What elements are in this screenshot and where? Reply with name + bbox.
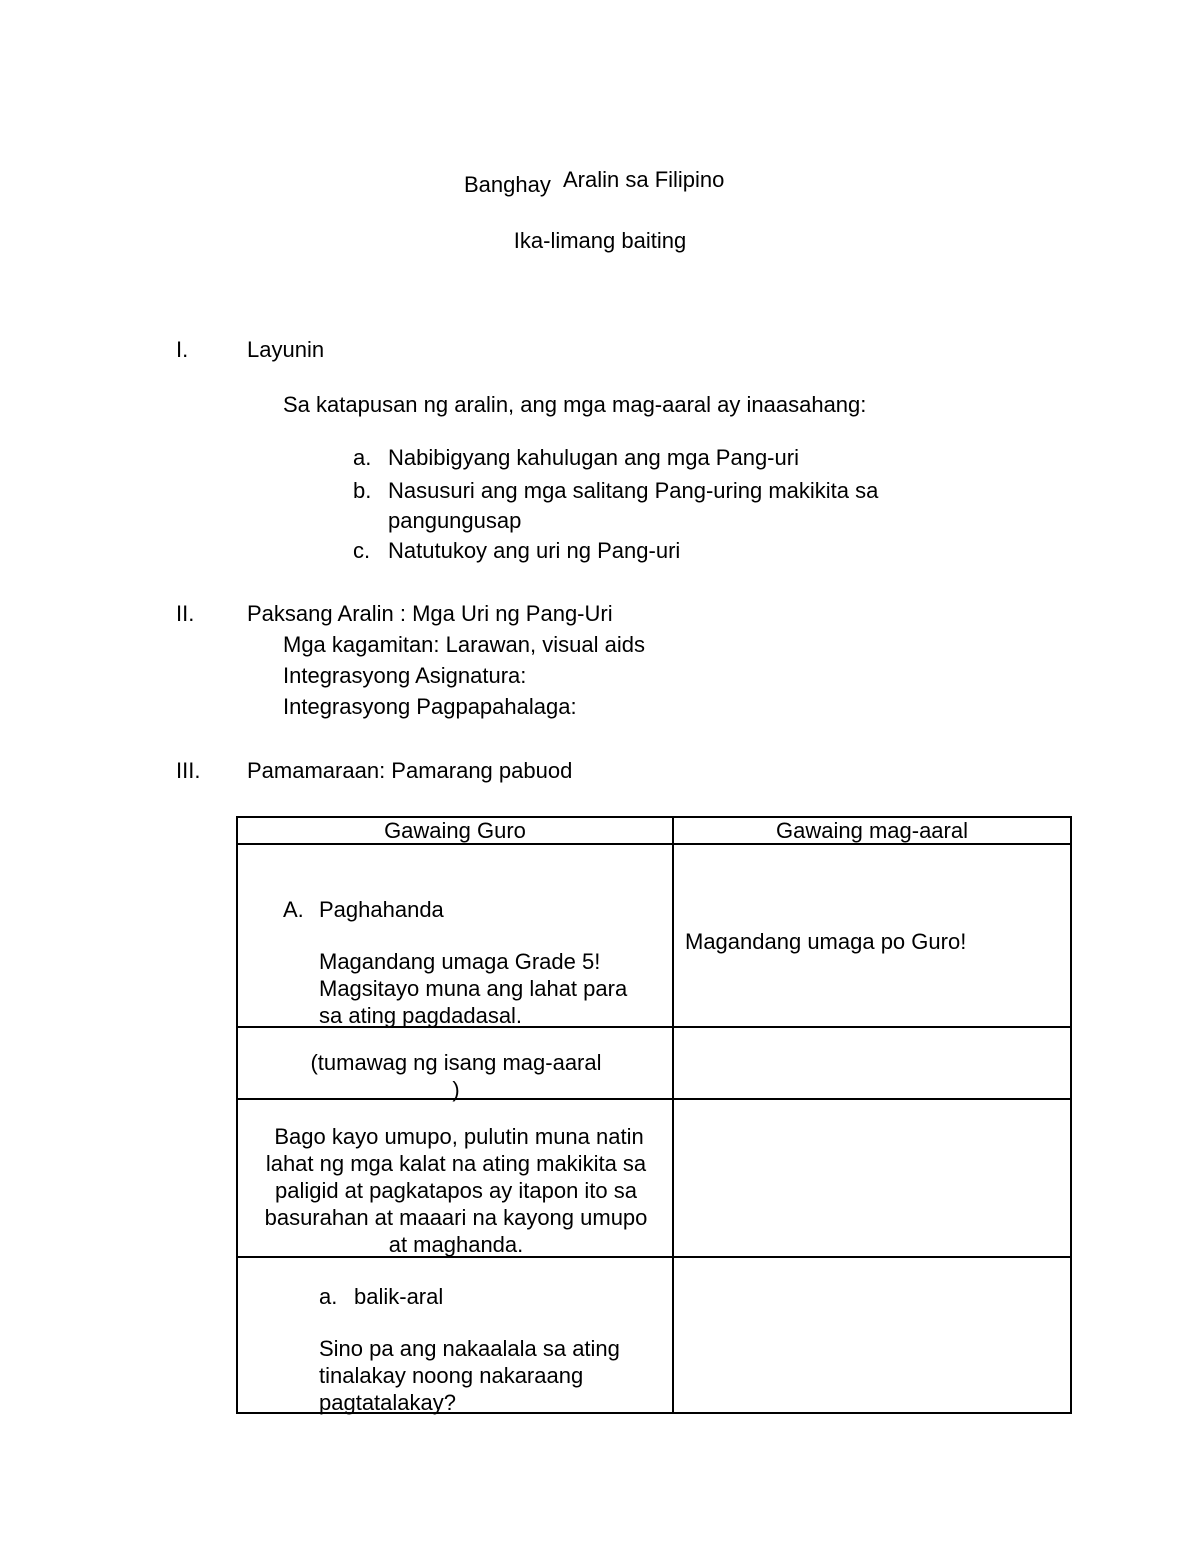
grade-level: Ika-limang baiting: [513, 228, 687, 253]
teacher-line: lahat ng mga kalat na ating makikita sa: [265, 1151, 647, 1176]
values-integration-line: Integrasyong Pagpapahalaga:: [283, 694, 577, 719]
teacher-cell: [237, 1099, 673, 1257]
teacher-cell: [237, 1257, 673, 1413]
section-1-heading: Layunin: [247, 337, 325, 362]
procedure-table: [236, 816, 1072, 1414]
teacher-line: (tumawag ng isang mag-aaral: [310, 1050, 602, 1075]
subject-integration-line: Integrasyong Asignatura:: [283, 663, 527, 688]
section-2-heading: Paksang Aralin : Mga Uri ng Pang-Uri: [247, 601, 613, 626]
section-3-numeral: III.: [176, 758, 201, 783]
teacher-line: Magandang umaga Grade 5!: [319, 949, 601, 974]
objective-letter-b: b.: [353, 478, 372, 503]
teacher-line: Magsitayo muna ang lahat para: [319, 976, 628, 1001]
student-cell: [673, 1027, 1071, 1099]
objective-a: Nabibigyang kahulugan ang mga Pang-uri: [388, 445, 799, 470]
section-2-numeral: II.: [176, 601, 195, 626]
objective-letter-a: a.: [353, 445, 372, 470]
materials-line: Mga kagamitan: Larawan, visual aids: [283, 632, 645, 657]
teacher-cell: [237, 1027, 673, 1102]
student-response: Magandang umaga po Guro!: [685, 929, 967, 954]
teacher-cell: [237, 844, 673, 1027]
objectives-intro: Sa katapusan ng aralin, ang mga mag-aaral ay inaasahang:: [283, 392, 867, 417]
teacher-line: pagtatalakay?: [319, 1390, 456, 1415]
teacher-line: ): [452, 1077, 460, 1102]
table-row: [237, 1099, 1071, 1257]
table-header-row: [237, 817, 1071, 844]
document-title-part1: Banghay: [464, 172, 551, 197]
section-letter: A.: [283, 897, 304, 922]
table-row: [237, 844, 1071, 1027]
document-title-part2: Aralin sa Filipino: [563, 167, 725, 192]
student-cell: [673, 1257, 1071, 1413]
section-1-numeral: I.: [176, 337, 189, 362]
student-cell: [673, 844, 1071, 1027]
table-row: [237, 1027, 1071, 1099]
teacher-line: at maghanda.: [388, 1232, 524, 1257]
section-3-heading: Pamamaraan: Pamarang pabuod: [247, 758, 573, 783]
teacher-line: paligid at pagkatapos ay itapon ito sa: [274, 1178, 638, 1203]
section-letter: a.: [319, 1284, 338, 1309]
column-header-teacher: Gawaing Guro: [237, 817, 673, 844]
teacher-line: sa ating pagdadasal.: [319, 1003, 523, 1028]
student-cell: [673, 1099, 1071, 1257]
teacher-line: basurahan at maaari na kayong umupo: [264, 1205, 648, 1230]
teacher-line: tinalakay noong nakaraang: [319, 1363, 584, 1388]
teacher-line: Sino pa ang nakaalala sa ating: [319, 1336, 620, 1361]
objective-letter-c: c.: [353, 538, 371, 563]
objective-b-line1: Nasusuri ang mga salitang Pang-uring makikita sa: [388, 478, 879, 503]
column-header-student: Gawaing mag-aaral: [673, 817, 1071, 844]
section-label: Paghahanda: [319, 897, 444, 922]
objective-b-line2: pangungusap: [388, 508, 522, 533]
table-row: [237, 1257, 1071, 1413]
section-label: balik-aral: [354, 1284, 444, 1309]
objective-c: Natutukoy ang uri ng Pang-uri: [388, 538, 681, 563]
teacher-line: Bago kayo umupo, pulutin muna natin: [268, 1124, 644, 1149]
